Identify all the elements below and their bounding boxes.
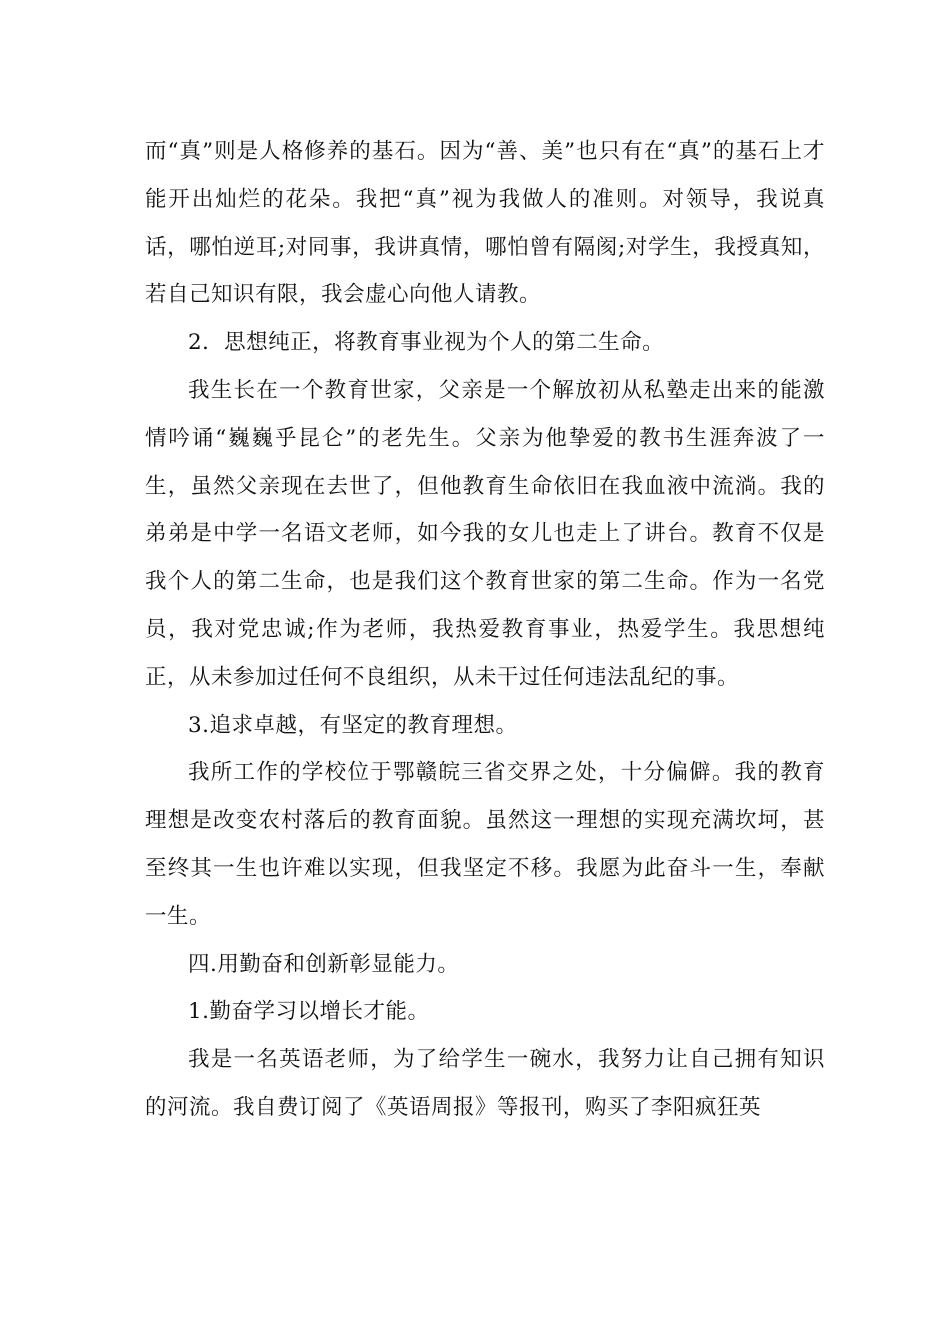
paragraph-3: 我生长在一个教育世家，父亲是一个解放初从私塾走出来的能激情吟诵“巍巍乎昆仑”的老先生。父亲为他挚爱的教书生涯奔波了一生，虽然父亲现在去世了，但他教育生命依旧在我血液中流淌。我的弟弟是中学一名语文老师，如今我的女儿也走上了讲台。教育不仅是我个人的第二生命，也是我们这个教育世家的第二生命。作为一名党员，我对党忠诚;作为老师，我热爱教育事业，热爱学生。我思想纯正，从未参加过任何不良组织，从未干过任何违法乱纪的事。 xyxy=(145,377,825,690)
paragraph-4-heading: 3.追求卓越，有坚定的教育理想。 xyxy=(188,712,518,738)
document-body xyxy=(145,128,825,1132)
paragraph-7-heading: 1.勤奋学习以增长才能。 xyxy=(188,999,430,1025)
paragraph-2-heading: 2．思想纯正，将教育事业视为个人的第二生命。 xyxy=(188,330,665,356)
paragraph-8: 我是一名英语老师，为了给学生一碗水，我努力让自己拥有知识的河流。我自费订阅了《英语周报》等报刊，购买了李阳疯狂英 xyxy=(145,1047,825,1120)
paragraph-6-section-heading: 四.用勤奋和创新彰显能力。 xyxy=(188,951,460,977)
paragraph-5: 我所工作的学校位于鄂赣皖三省交界之处，十分偏僻。我的教育理想是改变农村落后的教育面貌。虽然这一理想的实现充满坎坷，甚至终其一生也许难以实现，但我坚定不移。我愿为此奋斗一生，奉献一生。 xyxy=(145,760,825,929)
paragraph-1: 而“真”则是人格修养的基石。因为“善、美”也只有在“真”的基石上才能开出灿烂的花朵。我把“真”视为我做人的准则。对领导，我说真话，哪怕逆耳;对同事，我讲真情，哪怕曾有隔阂;对学生，我授真知，若自己知识有限，我会虚心向他人请教。 xyxy=(145,139,825,308)
